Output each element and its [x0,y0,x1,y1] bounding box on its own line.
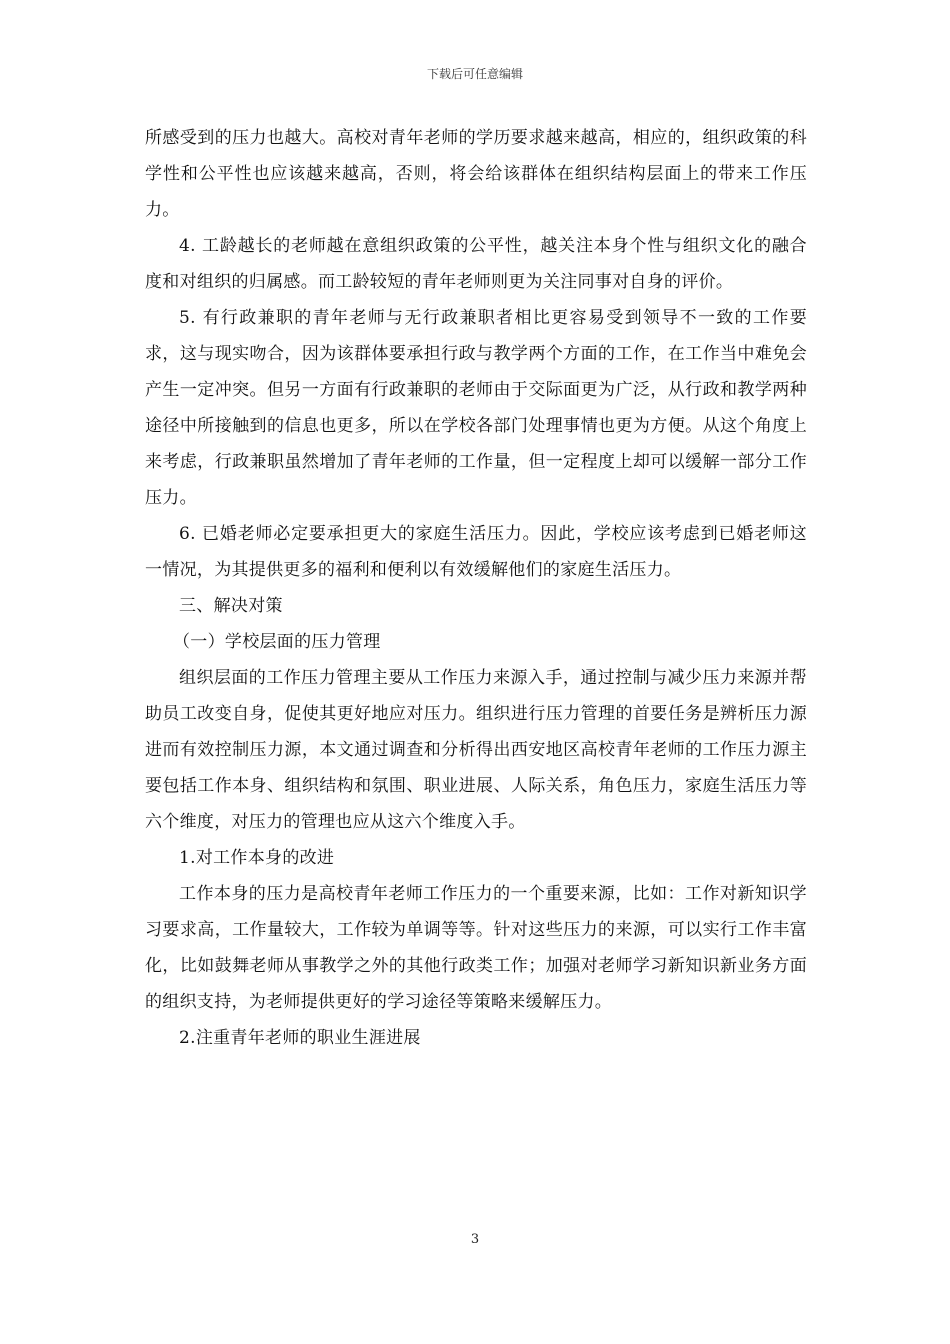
paragraph-continuation: 所感受到的压力也越大。高校对青年老师的学历要求越来越高，相应的，组织政策的科学性和公平性也应该越来越高，否则，将会给该群体在组织结构层面上的带来工作压力。 [145,128,807,220]
page-number: 3 [470,1232,480,1247]
paragraph-point-5: 5. 有行政兼职的青年老师与无行政兼职者相比更容易受到领导不一致的工作要求，这与现实吻合，因为该群体要承担行政与教学两个方面的工作，在工作当中难免会产生一定冲突。但另一方面有行政兼职的老师由于交际面更为广泛，从行政和教学两种途径中所接触到的信息也更多，所以在学校各部门处理事情也更为方便。从这个角度上来考虑，行政兼职虽然增加了青年老师的工作量，但一定程度上却可以缓解一部分工作压力。 [145,308,807,508]
paragraph-org-pressure: 组织层面的工作压力管理主要从工作压力来源入手，通过控制与减少压力来源并帮助员工改变自身，促使其更好地应对压力。组织进行压力管理的首要任务是辨析压力源进而有效控制压力源，本文通过调查和分析得出西安地区高校青年老师的工作压力源主要包括工作本身、组织结构和氛围、职业进展、人际关系，角色压力，家庭生活压力等六个维度，对压力的管理也应从这六个维度入手。 [145,668,807,832]
document-body [145,120,807,1056]
paragraph-work-itself: 工作本身的压力是高校青年老师工作压力的一个重要来源，比如：工作对新知识学习要求高，工作量较大，工作较为单调等等。针对这些压力的来源，可以实行工作丰富化，比如鼓舞老师从事教学之外的其他行政类工作；加强对老师学习新知识新业务方面的组织支持，为老师提供更好的学习途径等策略来缓解压力。 [145,884,807,1012]
page-header: 下载后可任意编辑 [426,67,523,81]
paragraph-point-6: 6. 已婚老师必定要承担更大的家庭生活压力。因此，学校应该考虑到已婚老师这一情况，为其提供更多的福利和便利以有效缓解他们的家庭生活压力。 [145,524,807,580]
section-heading: 三、解决对策 [179,596,283,616]
item-heading-2: 2.注重青年老师的职业生涯进展 [179,1028,421,1048]
item-heading-1: 1.对工作本身的改进 [179,848,335,868]
paragraph-point-4: 4. 工龄越长的老师越在意组织政策的公平性，越关注本身个性与组织文化的融合度和对组织的归属感。而工龄较短的青年老师则更为关注同事对自身的评价。 [145,236,807,292]
subsection-heading: （一）学校层面的压力管理 [173,632,381,652]
